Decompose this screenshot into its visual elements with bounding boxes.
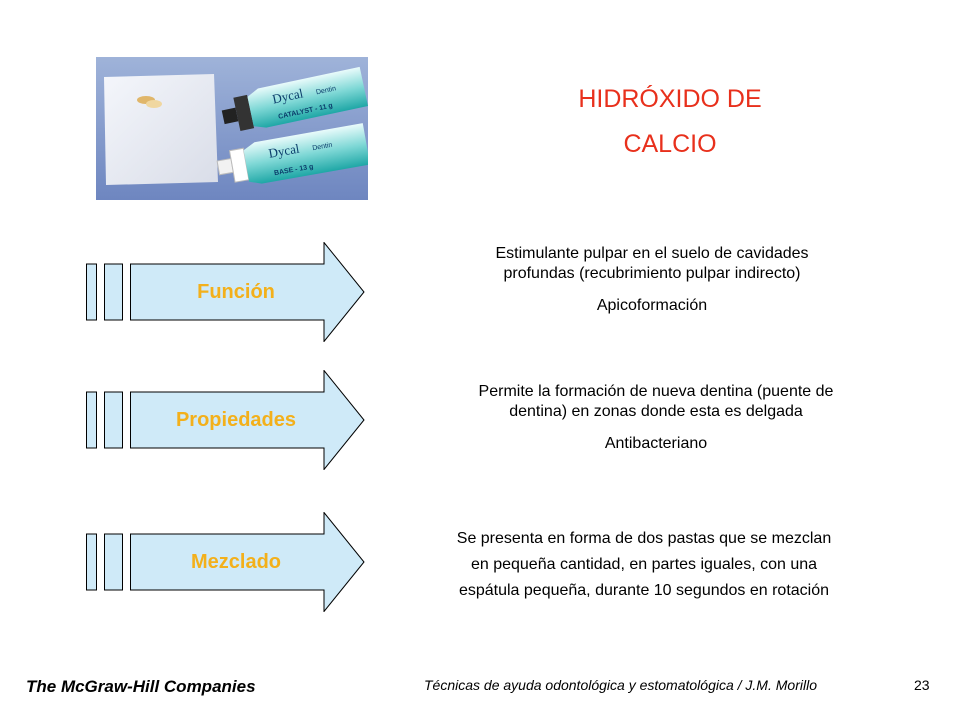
section-text-funcion <box>392 244 912 316</box>
mezclado-line-3: espátula pequeña, durante 10 segundos en rotación <box>458 582 830 599</box>
arrow-funcion <box>86 242 366 342</box>
section-label-funcion: Función <box>197 281 275 303</box>
arrow-mezclado <box>86 512 366 612</box>
footer-book-title: Técnicas de ayuda odontológica y estomatológica / J.M. Morillo <box>424 677 817 693</box>
slide-title-line2: CALCIO <box>623 130 717 158</box>
propiedades-extra: Antibacteriano <box>604 435 708 452</box>
propiedades-line-1: Permite la formación de nueva dentina (puente de <box>478 383 834 400</box>
catalyst-sub: Dentin <box>315 85 337 97</box>
footer-publisher: The McGraw-Hill Companies <box>26 677 256 696</box>
catalyst-brand: Dycal <box>270 85 305 107</box>
slide-title-line1: HIDRÓXIDO DE <box>578 85 762 113</box>
product-photo <box>96 57 368 200</box>
base-brand: Dycal <box>267 140 301 161</box>
funcion-extra: Apicoformación <box>596 297 708 314</box>
base-label: BASE - 13 g <box>273 163 314 178</box>
section-label-mezclado: Mezclado <box>190 551 282 573</box>
section-label-propiedades: Propiedades <box>175 409 297 431</box>
mezclado-line-2: en pequeña cantidad, en partes iguales, con una <box>470 556 818 573</box>
page-number: 23 <box>914 677 930 693</box>
dycal-tubes-image <box>96 57 368 200</box>
funcion-line-2: profundas (recubrimiento pulpar indirecto) <box>503 265 801 282</box>
arrow-propiedades <box>86 370 366 470</box>
propiedades-line-2: dentina) en zonas donde esta es delgada <box>509 403 803 420</box>
mezclado-line-1: Se presenta en forma de dos pastas que se mezclan <box>456 530 832 547</box>
catalyst-label: CATALYST - 11 g <box>277 102 334 121</box>
section-text-propiedades <box>396 382 916 454</box>
section-text-mezclado <box>384 526 904 604</box>
base-sub: Dentin <box>311 141 333 153</box>
funcion-line-1: Estimulante pulpar en el suelo de cavidades <box>495 245 809 262</box>
